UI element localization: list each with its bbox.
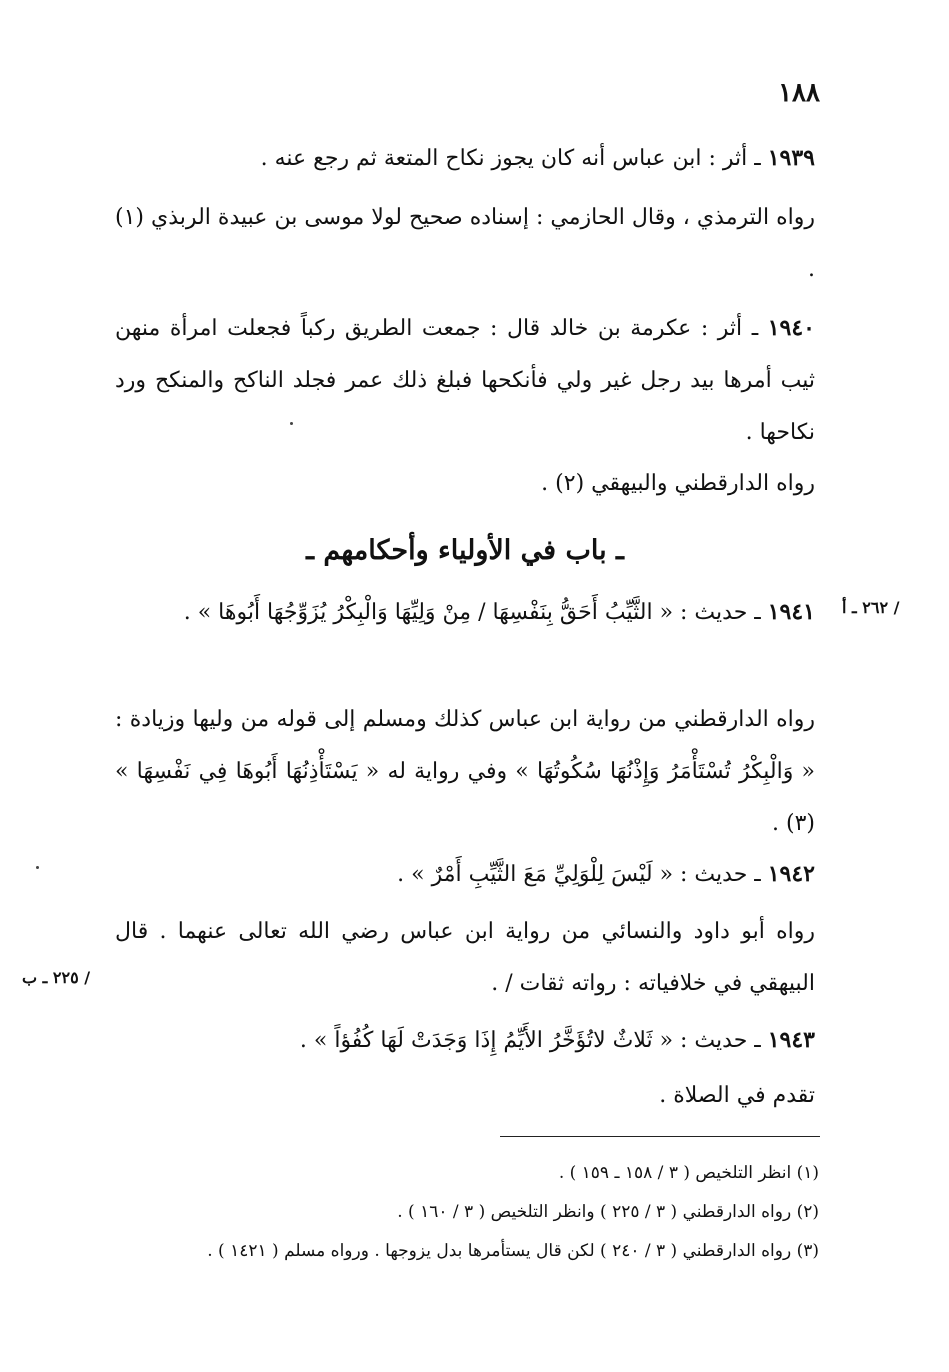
entry-number: ١٩٣٩ [767,145,815,171]
entry-number: ١٩٤٢ [767,861,815,887]
footnote: (٣) رواه الدارقطني ( ٣ / ٢٤٠ ) لكن قال يستأمرها بدل يزوجها . ورواه مسلم ( ١٤٢١ ) . [207,1241,819,1261]
entry-number: ١٩٤٠ [767,315,815,341]
chapter-heading: ـ باب في الأولياء وأحكامهم ـ [306,535,624,566]
entry-1942-source [115,906,815,1010]
footnote-divider [500,1136,820,1137]
entry-text: رواه الدارقطني والبيهقي (٢) . [541,471,815,496]
entry-text: ـ حديث : « ثَلاثٌ لاتُؤَخَّرُ الأَيِّمُ إِذَا وَجَدَتْ لَهَا كُفُؤاً » . [299,1028,768,1053]
margin-folio-note: / ٢٦٢ ـ أ [842,598,900,617]
entry-text: رواه الترمذي ، وقال الحازمي : إسناده صحيح لولا موسى بن عبيدة الربذي (١) . [115,205,815,282]
entry-1941-source [115,694,815,850]
entry-1940-source [115,458,815,510]
entry-1942 [115,848,815,901]
footnote: (١) انظر التلخيص ( ٣ / ١٥٨ ـ ١٥٩ ) . [558,1163,819,1183]
entry-text: ـ حديث : « لَيْسَ لِلْوَلِيِّ مَعَ الثَّيِّبِ أَمْرٌ » . [397,862,768,887]
margin-folio-note: / ٢٢٥ ـ ب [22,968,91,987]
entry-text: ـ أثر : ابن عباس أنه كان يجوز نكاح المتعة ثم رجع عنه . [260,146,768,171]
entry-text: ـ حديث : « الثَّيِّبُ أَحَقُّ بِنَفْسِهَا / مِنْ وَلِيِّهَا وَالْبِكْرُ يُزَوِّجُهَا أَبُوهَا » . [183,600,768,625]
entry-1943-source [115,1070,815,1122]
entry-number: ١٩٤١ [767,599,815,625]
entry-1939 [115,132,815,185]
page-number: ١٨٨ [778,78,820,108]
entry-number: ١٩٤٣ [767,1027,815,1053]
entry-text: تقدم في الصلاة . [659,1083,815,1108]
entry-1943 [115,1014,815,1067]
scan-speck [290,422,293,425]
entry-text: ـ أثر : عكرمة بن خالد قال : جمعت الطريق ركباً فجعلت امرأة منهن ثيب أمرها بيد رجل غير ولي فأنكحها فبلغ ذلك عمر فجلد الناكح والمنكح ورد نكاحها . [115,316,815,445]
entry-1941 [115,586,815,639]
entry-1940 [115,302,815,459]
scan-speck [36,866,39,869]
footnote: (٢) رواه الدارقطني ( ٣ / ٢٢٥ ) وانظر التلخيص ( ٣ / ١٦٠ ) . [397,1202,819,1222]
entry-text: رواه أبو داود والنسائي من رواية ابن عباس رضي الله تعالى عنهما . قال البيهقي في خلافياته : رواته ثقات / . [115,919,815,996]
entry-text: رواه الدارقطني من رواية ابن عباس كذلك ومسلم إلى قوله من وليها وزيادة : « وَالْبِكْرُ تُسْتَأْمَرُ وَإِذْنُهَا سُكُوتُهَا » وفي رواية له « يَسْتَأْذِنُهَا أَبُوهَا فِي نَفْسِهَا » (٣) . [115,707,815,836]
entry-1939-source [115,192,815,296]
